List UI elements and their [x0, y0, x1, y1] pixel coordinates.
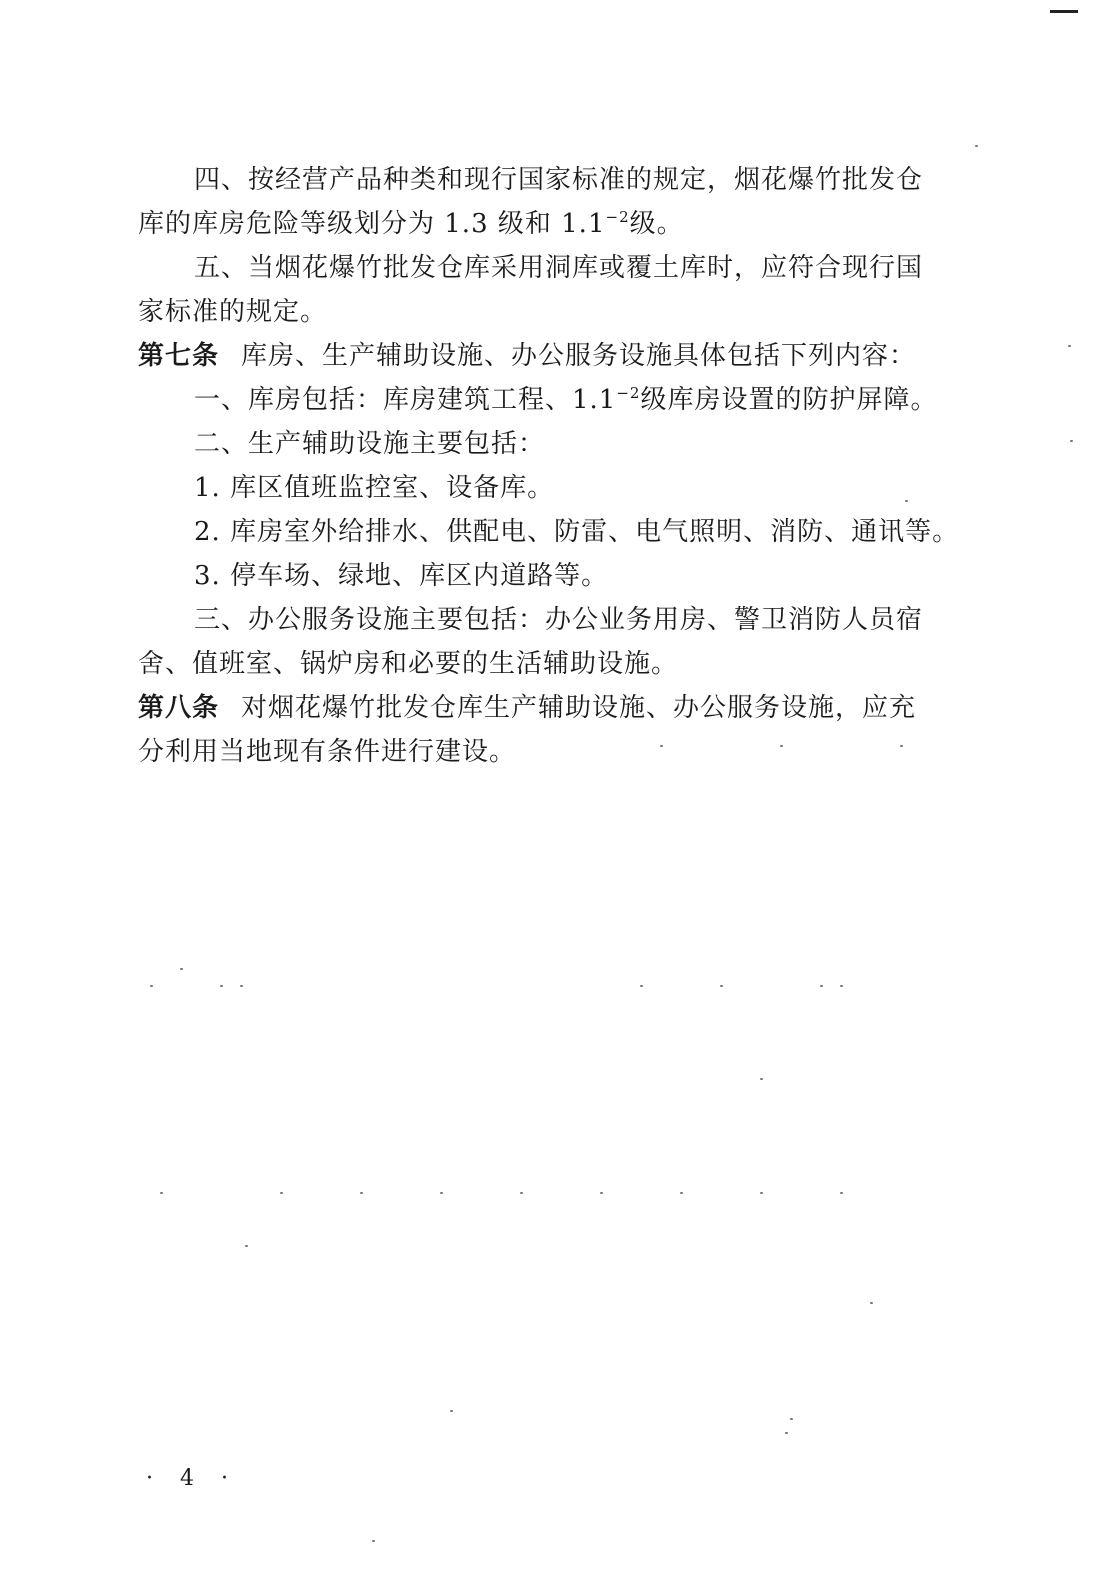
line-text: 级库房设置的防护屏障。 — [640, 385, 938, 415]
line-text: 五、当烟花爆竹批发仓库采用洞库或覆土库时，应符合现行国 — [194, 253, 924, 283]
paragraph-line — [138, 202, 958, 246]
line-text: 2. 库房室外给排水、供配电、防雷、电气照明、消防、通讯等。 — [194, 517, 960, 547]
article-heading: 第七条 — [138, 341, 220, 371]
line-text: 二、生产辅助设施主要包括： — [194, 429, 546, 459]
paragraph-line — [138, 422, 958, 466]
line-text: 三、办公服务设施主要包括：办公业务用房、警卫消防人员宿 — [194, 605, 924, 635]
line-text: 四、按经营产品种类和现行国家标准的规定，烟花爆竹批发仓 — [194, 165, 924, 195]
paragraph-line — [138, 642, 958, 686]
line-text: 级。 — [629, 209, 684, 239]
line-text: 一、库房包括：库房建筑工程、1.1 — [194, 385, 617, 415]
article-line — [138, 334, 958, 378]
article-line — [138, 686, 958, 730]
paragraph-line — [138, 158, 958, 202]
list-item — [138, 466, 958, 510]
list-item — [138, 510, 958, 554]
article-heading: 第八条 — [138, 693, 220, 723]
paragraph-line — [138, 730, 958, 774]
line-text: 1. 库区值班监控室、设备库。 — [194, 473, 555, 503]
paragraph-line — [138, 290, 958, 334]
line-text: 舍、值班室、锅炉房和必要的生活辅助设施。 — [138, 649, 679, 679]
body-text — [138, 158, 958, 774]
paragraph-line — [138, 246, 958, 290]
dash-mark-icon — [1050, 10, 1078, 13]
line-text: 库的库房危险等级划分为 1.3 级和 1.1 — [138, 209, 606, 239]
line-text: 对烟花爆竹批发仓库生产辅助设施、办公服务设施，应充 — [241, 693, 917, 723]
list-item — [138, 554, 958, 598]
superscript: −2 — [616, 384, 641, 402]
paragraph-line — [138, 378, 958, 422]
page-number: · 4 · — [146, 1466, 238, 1491]
line-text: 3. 停车场、绿地、库区内道路等。 — [194, 561, 609, 591]
line-text: 库房、生产辅助设施、办公服务设施具体包括下列内容： — [241, 341, 917, 371]
line-text: 分利用当地现有条件进行建设。 — [138, 737, 517, 767]
paragraph-line — [138, 598, 958, 642]
superscript: −2 — [605, 208, 630, 226]
line-text: 家标准的规定。 — [138, 297, 328, 327]
